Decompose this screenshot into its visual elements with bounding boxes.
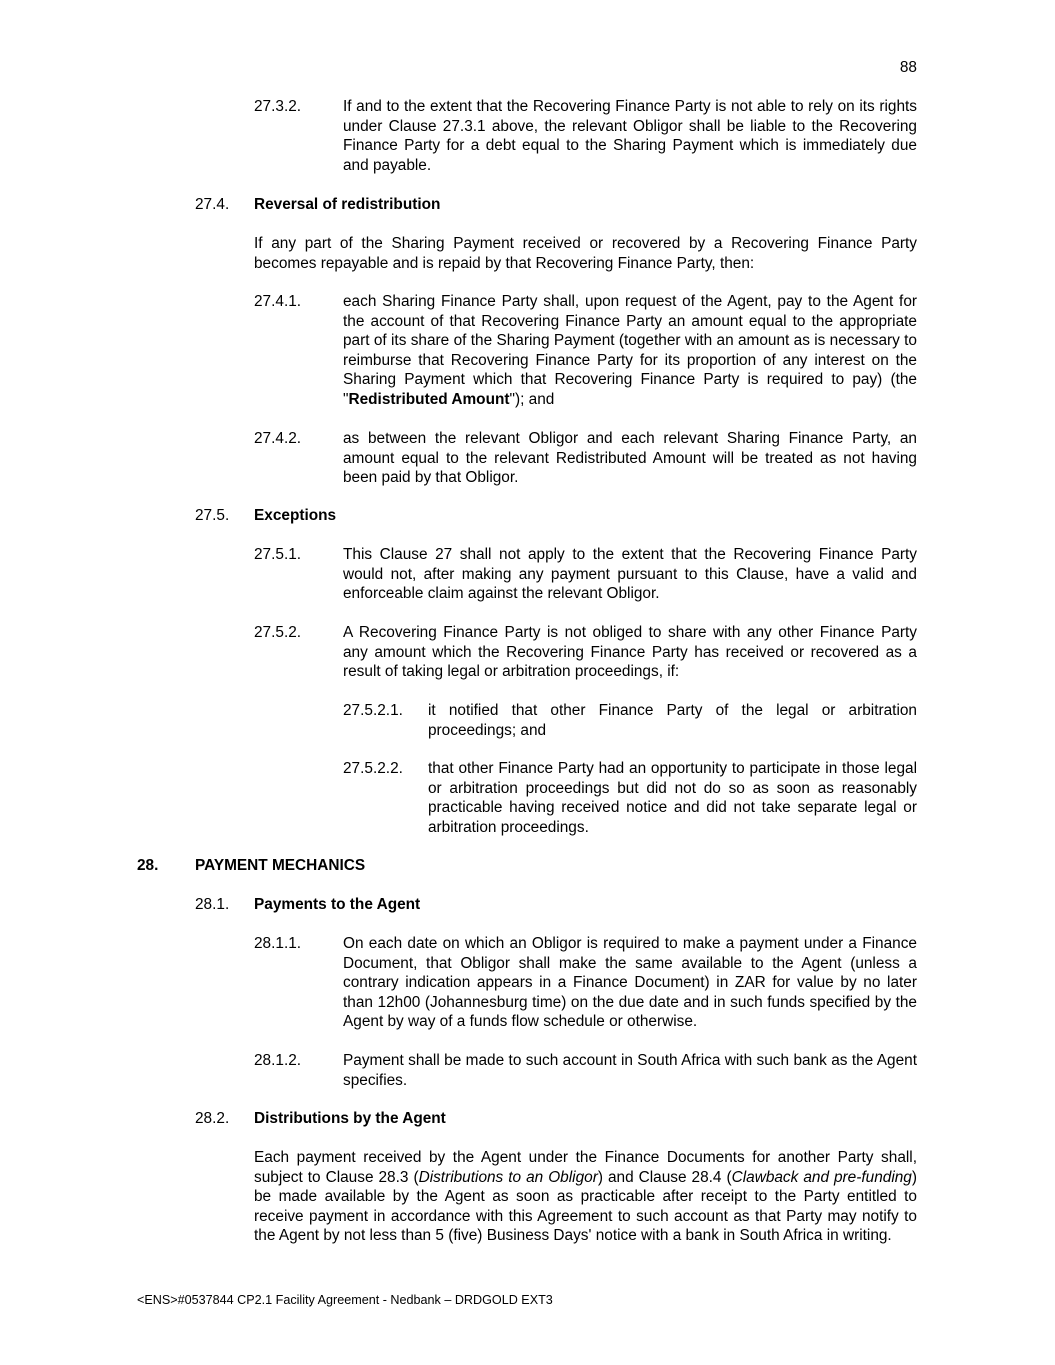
defined-term: Redistributed Amount — [348, 390, 510, 408]
clause-number: 27.4.2. — [254, 430, 302, 447]
clause-number: 27.5.2.2. — [343, 760, 403, 777]
clause-28-2-text — [254, 1148, 917, 1246]
clause-27-5-2-text: A Recovering Finance Party is not obliged to share with any other Finance Party any amount which the Recovering Finance Party has received or recovered as a result of taking legal or arbitration proceedings, if: — [343, 624, 917, 680]
clause-number: 27.4. — [195, 196, 230, 213]
section-heading: PAYMENT MECHANICS — [195, 857, 366, 874]
clause-reference: Clawback and pre-funding — [731, 1168, 912, 1186]
clause-text-part: "); and — [509, 390, 555, 408]
clause-number: 28.1. — [195, 896, 230, 913]
clause-number: 27.4.1. — [254, 293, 302, 310]
clause-27-3-2-text: If and to the extent that the Recovering Finance Party is not able to rely on its rights under Clause 27.3.1 above, the relevant Obligor shall be liable to the Recovering Finance Party for a debt equal to the Sharing Payment which is immediately due and payable. — [343, 98, 917, 174]
clause-number: 27.5.2.1. — [343, 702, 403, 719]
clause-27-5-1-text: This Clause 27 shall not apply to the extent that the Recovering Finance Party would not, after making any payment pursuant to this Clause, have a valid and enforceable claim against the relevant Obligor. — [343, 546, 917, 602]
clause-number: 28. — [137, 857, 159, 874]
clause-heading: Payments to the Agent — [254, 896, 421, 913]
clause-28-1-2-text: Payment shall be made to such account in South Africa with such bank as the Agent specifies. — [343, 1052, 917, 1089]
clause-number: 28.1.1. — [254, 935, 302, 952]
clause-27-4-intro: If any part of the Sharing Payment received or recovered by a Recovering Finance Party becomes repayable and is repaid by that Recovering Finance Party, then: — [254, 235, 917, 272]
clause-number: 27.5. — [195, 507, 230, 524]
clause-27-5-2-2-text: that other Finance Party had an opportunity to participate in those legal or arbitration proceedings but did not do so as soon as reasonably practicable having received notice and did not take separate legal or arbitration proceedings. — [428, 760, 917, 836]
clause-27-4-2-text: as between the relevant Obligor and each relevant Sharing Finance Party, an amount equal to the relevant Redistributed Amount will be treated as not having been paid by that Obligor. — [343, 430, 917, 486]
clause-heading: Exceptions — [254, 507, 337, 524]
clause-text-part: ) be made available by the Agent as soon as practicable after receipt to the Party entitled to receive payment in accordance with this Agreement to such account as that Party may notify to the Agent by not less than 5 (five) Business Days' notice with a bank in South Africa in writing. — [254, 1168, 918, 1244]
clause-27-4-1-text — [343, 292, 917, 409]
clause-number: 28.1.2. — [254, 1052, 302, 1069]
clause-number: 27.5.2. — [254, 624, 302, 641]
clause-text-part: each Sharing Finance Party shall, upon request of the Agent, pay to the Agent for the account of that Recovering Finance Party an amount equal to the appropriate part of its share of the Sharing Payment (together with an amount as is necessary to reimburse that Recovering Finance Party for its proportion of any interest on the Sharing Payment which that Recovering Finance Party is required to pay) (the " — [343, 293, 917, 408]
document-footer: <ENS>#0537844 CP2.1 Facility Agreement - Nedbank – DRDGOLD EXT3 — [137, 1293, 553, 1307]
clause-reference: Distributions to an Obligor — [418, 1168, 598, 1186]
clause-27-5-2-1-text: it notified that other Finance Party of the legal or arbitration proceedings; and — [428, 702, 917, 739]
clause-text-part: Each payment received by the Agent under the Finance Documents for another Party shall, subject to Clause 28.3 ( — [254, 1149, 917, 1186]
clause-number: 27.5.1. — [254, 546, 302, 563]
clause-text-part: ) and Clause 28.4 ( — [597, 1168, 732, 1186]
clause-28-1-1-text: On each date on which an Obligor is required to make a payment under a Finance Document, that Obligor shall make the same available to the Agent (unless a contrary indication appears in a Finance Document) in ZAR for value by no later than 12h00 (Johannesburg time) on the due date and in such funds specified by the Agent by way of a funds flow schedule or otherwise. — [343, 935, 917, 1030]
clause-heading: Reversal of redistribution — [254, 196, 441, 213]
clause-heading: Distributions by the Agent — [254, 1110, 446, 1127]
clause-number: 27.3.2. — [254, 98, 302, 115]
clause-number: 28.2. — [195, 1110, 230, 1127]
page-number: 88 — [899, 59, 917, 76]
